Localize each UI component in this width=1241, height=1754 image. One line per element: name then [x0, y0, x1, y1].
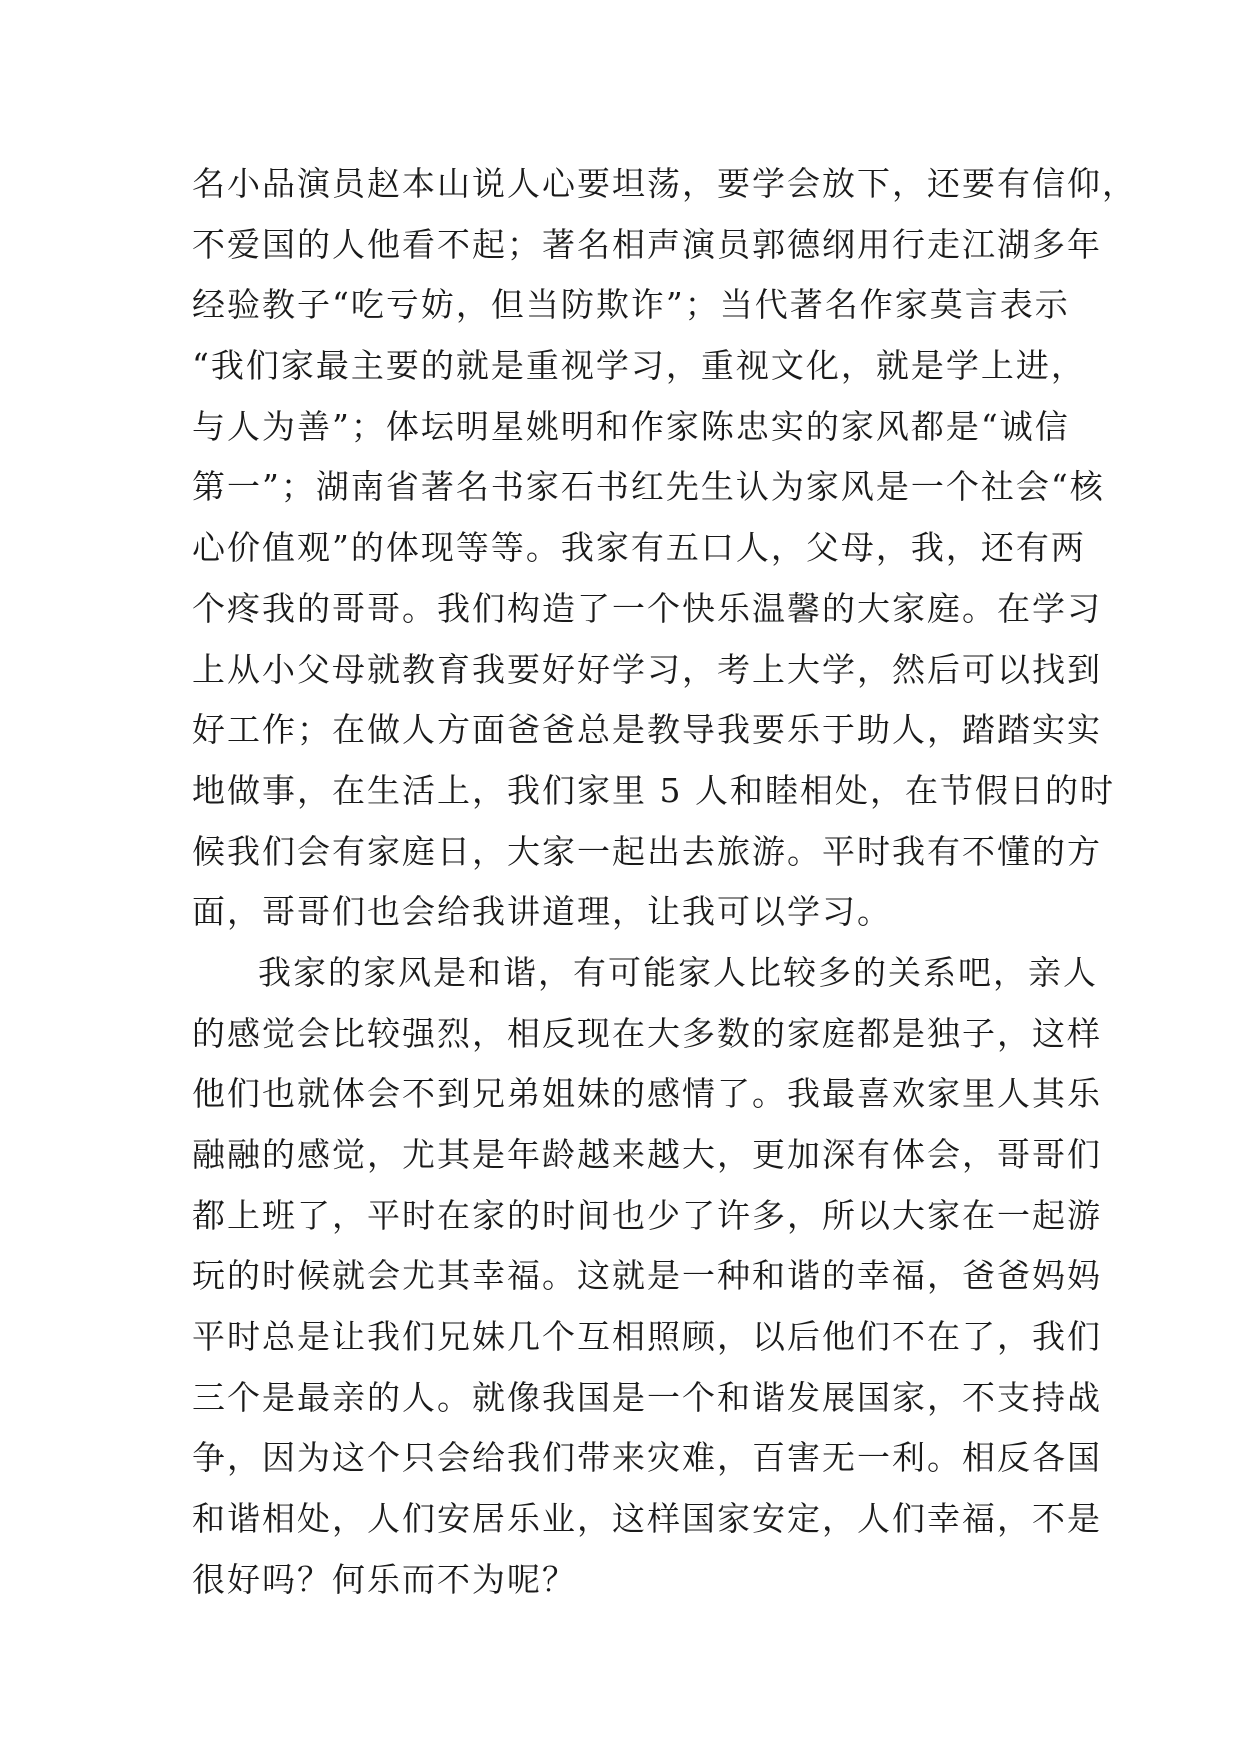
text-line: 争，因为这个只会给我们带来灾难，百害无一利。相反各国 — [192, 1438, 1102, 1478]
text-line: 很好吗？何乐而不为呢？ — [192, 1559, 577, 1599]
text-line: 第一”；湖南省著名书家石书红先生认为家风是一个社会“核 — [192, 467, 1105, 507]
text-line: 融融的感觉，尤其是年龄越来越大，更加深有体会，哥哥们 — [192, 1135, 1102, 1174]
paragraph-first-line: 我家的家风是和谐，有可能家人比较多的关系吧，亲人 — [258, 952, 1098, 992]
text-line: 平时总是让我们兄妹几个互相照顾，以后他们不在了，我们 — [192, 1317, 1102, 1357]
text-line: 不爱国的人他看不起；著名相声演员郭德纲用行走江湖多年 — [192, 224, 1102, 264]
text-line: 名小品演员赵本山说人心要坦荡，要学会放下，还要有信仰， — [192, 164, 1137, 203]
text-line: 三个是最亲的人。就像我国是一个和谐发展国家，不支持战 — [192, 1377, 1102, 1417]
text-line: 好工作；在做人方面爸爸总是教导我要乐于助人，踏踏实实 — [192, 710, 1102, 750]
text-line: 和谐相处，人们安居乐业，这样国家安定，人们幸福，不是 — [192, 1499, 1102, 1539]
text-line: 与人为善”；体坛明星姚明和作家陈忠实的家风都是“诚信 — [192, 406, 1070, 446]
text-line: 上从小父母就教育我要好好学习，考上大学，然后可以找到 — [192, 649, 1102, 689]
text-line: 都上班了，平时在家的时间也少了许多，所以大家在一起游 — [192, 1195, 1102, 1235]
text-line: 个疼我的哥哥。我们构造了一个快乐温馨的大家庭。在学习 — [192, 588, 1102, 628]
text-line: 玩的时候就会尤其幸福。这就是一种和谐的幸福，爸爸妈妈 — [192, 1256, 1102, 1296]
text-line: 的感觉会比较强烈，相反现在大多数的家庭都是独子，这样 — [192, 1013, 1102, 1053]
text-line: 面，哥哥们也会给我讲道理，让我可以学习。 — [192, 892, 892, 932]
text-line: 他们也就体会不到兄弟姐妹的感情了。我最喜欢家里人其乐 — [192, 1074, 1102, 1114]
text-line: 地做事，在生活上，我们家里 5 人和睦相处，在节假日的时 — [192, 770, 1115, 810]
text-line: 候我们会有家庭日，大家一起出去旅游。平时我有不懂的方 — [192, 831, 1102, 871]
text-line: “我们家最主要的就是重视学习，重视文化，就是学上进， — [192, 346, 1086, 386]
text-line: 心价值观”的体现等等。我家有五口人，父母，我，还有两 — [192, 528, 1086, 568]
body-text — [192, 154, 1137, 1611]
text-line: 经验教子“吃亏妨，但当防欺诈”；当代著名作家莫言表示 — [192, 285, 1070, 325]
